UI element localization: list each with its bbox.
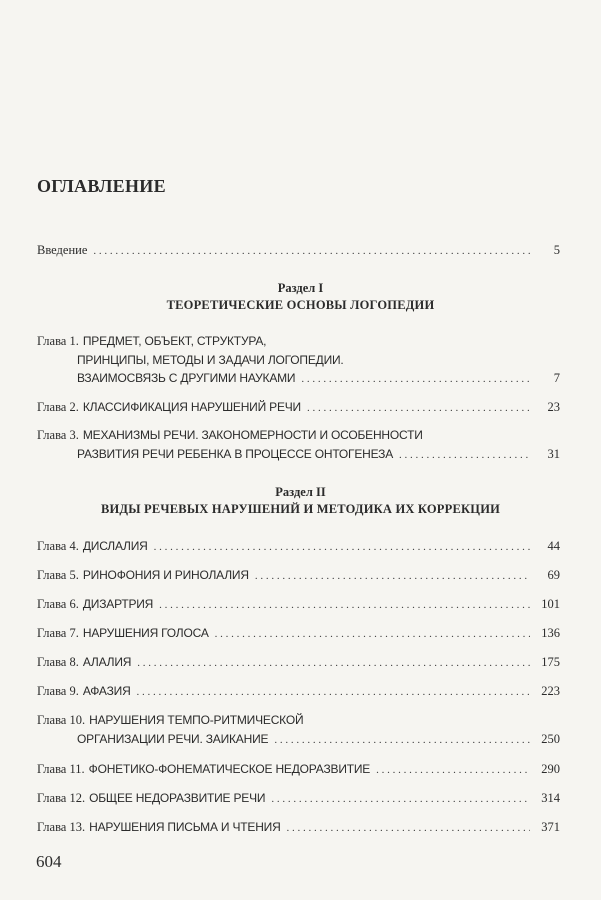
chapter-prefix: Глава 11. (37, 762, 85, 776)
section-label: Раздел I (277, 281, 324, 295)
toc-entry-line[interactable] (77, 371, 560, 386)
chapter-title: МЕХАНИЗМЫ РЕЧИ. ЗАКОНОМЕРНОСТИ И ОСОБЕННОСТИ (82, 428, 423, 442)
toc-entry-line[interactable] (37, 400, 560, 415)
dot-leader (376, 764, 530, 776)
page-number: 314 (541, 791, 560, 805)
toc-entry-line[interactable] (37, 713, 560, 728)
page-number: 44 (547, 539, 560, 553)
toc-entry-line[interactable] (37, 762, 560, 777)
chapter-title: ПРЕДМЕТ, ОБЪЕКТ, СТРУКТУРА, (82, 334, 267, 348)
dot-leader (271, 793, 530, 805)
page-number: 136 (541, 626, 560, 640)
page-number: 290 (541, 762, 560, 776)
chapter-title: ВЗАИМОСВЯЗЬ С ДРУГИМИ НАУКАМИ (77, 371, 296, 385)
chapter-title: ОБЩЕЕ НЕДОРАЗВИТИЕ РЕЧИ (89, 791, 266, 805)
chapter-prefix: Глава 10. (37, 713, 86, 727)
page-number: 31 (547, 446, 560, 461)
dot-leader (301, 373, 530, 385)
page-number: 7 (553, 371, 560, 385)
page-number: 23 (547, 400, 560, 414)
page-number: 371 (541, 820, 560, 834)
section-title: ВИДЫ РЕЧЕВЫХ НАРУШЕНИЙ И МЕТОДИКА ИХ КОРРЕКЦИИ (100, 502, 501, 516)
page-number: 250 (541, 731, 560, 746)
dot-leader (399, 449, 530, 461)
chapter-prefix: Глава 5. (37, 568, 79, 582)
page-number: 5 (553, 243, 560, 257)
chapter-prefix: Глава 13. (37, 820, 86, 834)
toc-entry-line[interactable] (37, 626, 560, 641)
toc-entry-line[interactable] (37, 334, 560, 349)
chapter-title: АЛАЛИЯ (82, 655, 132, 669)
chapter-title: НАРУШЕНИЯ ПИСЬМА И ЧТЕНИЯ (89, 820, 281, 834)
page-number: 175 (541, 655, 560, 669)
toc-entry-line[interactable] (77, 353, 560, 367)
page-number: 69 (547, 568, 560, 582)
section-label: Раздел II (275, 485, 326, 499)
chapter-title: РИНОФОНИЯ И РИНОЛАЛИЯ (82, 568, 249, 582)
chapter-title: АФАЗИЯ (82, 684, 131, 698)
dot-leader (137, 686, 530, 698)
chapter-prefix: Глава 2. (37, 400, 79, 414)
dot-leader (287, 822, 530, 834)
dot-leader (137, 657, 530, 669)
toc-entry-line[interactable] (37, 539, 560, 554)
chapter-title: НАРУШЕНИЯ ГОЛОСА (82, 626, 209, 640)
section-title: ТЕОРЕТИЧЕСКИЕ ОСНОВЫ ЛОГОПЕДИИ (166, 298, 435, 312)
chapter-title: ОРГАНИЗАЦИИ РЕЧИ. ЗАИКАНИЕ (77, 731, 269, 746)
dot-leader (159, 599, 530, 611)
dot-leader (307, 402, 530, 414)
chapter-prefix: Глава 12. (37, 791, 86, 805)
chapter-title: НАРУШЕНИЯ ТЕМПО-РИТМИЧЕСКОЙ (89, 713, 304, 727)
chapter-prefix: Глава 7. (37, 626, 79, 640)
page-number: 101 (541, 597, 560, 611)
dot-leader (255, 570, 530, 582)
chapter-title: ФОНЕТИКО-ФОНЕМАТИЧЕСКОЕ НЕДОРАЗВИТИЕ (88, 762, 371, 776)
dot-leader (274, 734, 530, 746)
chapter-prefix: Глава 8. (37, 655, 79, 669)
toc-entry-intro[interactable] (37, 243, 560, 258)
dot-leader (215, 628, 530, 640)
toc-entry-line[interactable] (37, 684, 560, 699)
toc-entry-line[interactable] (37, 820, 560, 835)
toc-entry-line[interactable] (77, 447, 560, 462)
chapter-prefix: Глава 6. (37, 597, 79, 611)
dot-leader (154, 541, 530, 553)
toc-entry-line[interactable] (77, 732, 560, 747)
chapter-title: КЛАССИФИКАЦИЯ НАРУШЕНИЙ РЕЧИ (82, 400, 301, 414)
chapter-prefix: Глава 3. (37, 428, 79, 442)
toc-entry-line[interactable] (37, 568, 560, 583)
page-title: ОГЛАВЛЕНИЕ (37, 176, 166, 196)
toc-entry-line[interactable] (37, 791, 560, 806)
toc-entry-line[interactable] (37, 597, 560, 612)
chapter-title: ДИЗАРТРИЯ (82, 597, 154, 611)
chapter-title: РАЗВИТИЯ РЕЧИ РЕБЕНКА В ПРОЦЕССЕ ОНТОГЕНЕЗА (77, 446, 394, 461)
toc-entry-line[interactable] (37, 428, 560, 443)
entry-title: Введение (37, 243, 88, 257)
toc-entry-line[interactable] (37, 655, 560, 670)
chapter-prefix: Глава 4. (37, 539, 79, 553)
page-number: 223 (541, 684, 560, 698)
page-folio: 604 (36, 852, 62, 871)
dot-leader (93, 245, 530, 257)
chapter-prefix: Глава 1. (37, 334, 79, 348)
chapter-title: ПРИНЦИПЫ, МЕТОДЫ И ЗАДАЧИ ЛОГОПЕДИИ. (77, 352, 344, 367)
chapter-title: ДИСЛАЛИЯ (82, 539, 148, 553)
chapter-prefix: Глава 9. (37, 684, 79, 698)
